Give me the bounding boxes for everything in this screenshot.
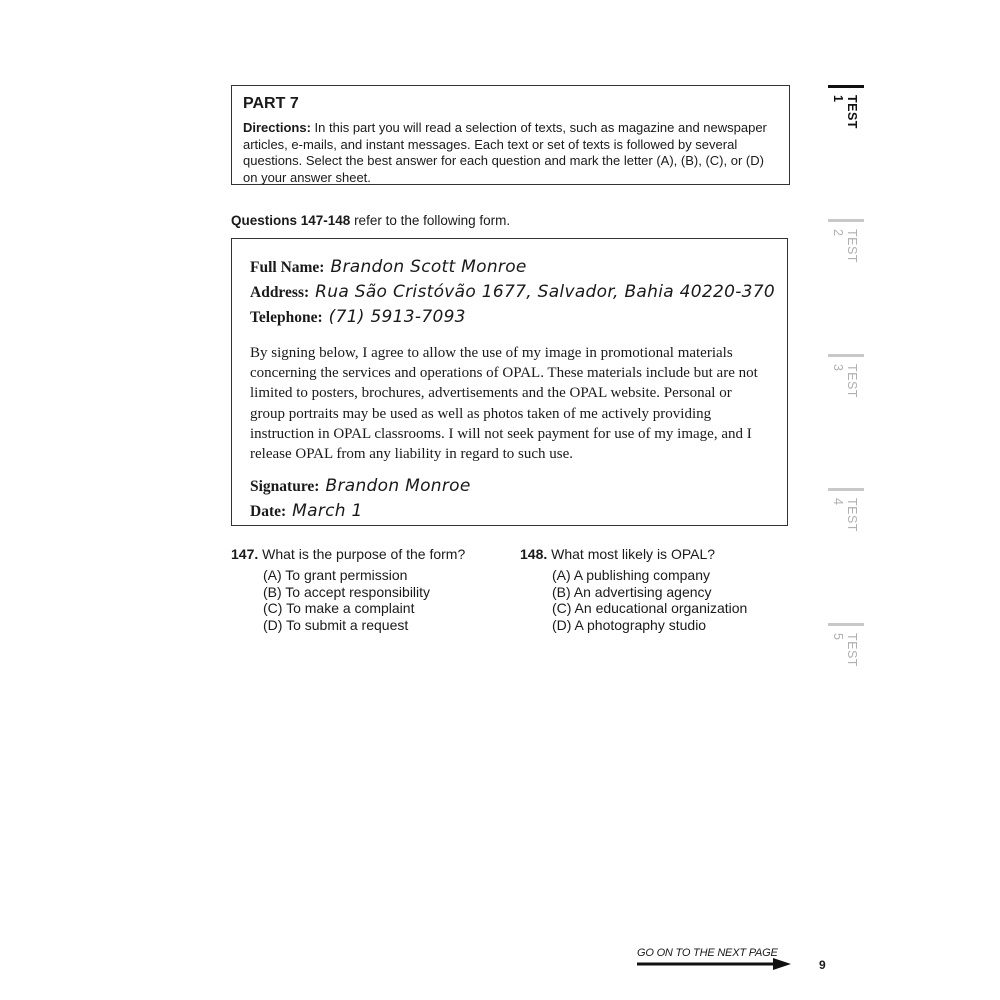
- question-text: What is the purpose of the form?: [262, 546, 466, 562]
- questions-range: Questions 147-148: [231, 213, 351, 228]
- tab-label: TEST 3: [831, 364, 859, 398]
- answer-option-a[interactable]: (A) A publishing company: [552, 567, 710, 583]
- directions-body: In this part you will read a selection of texts, such as magazine and newspaper articles, e-mails, and instant messages. Each text or set of texts is followed by several questions. Select the best answer for each question and mark the letter (A), (B), (C), or (D) on your answer sheet.: [243, 120, 767, 185]
- telephone-value: (71) 5913-7093: [328, 307, 466, 327]
- answer-option-b[interactable]: (B) To accept responsibility: [263, 583, 431, 600]
- full-name-value: Brandon Scott Monroe: [330, 257, 527, 277]
- address-value: Rua São Cristóvão 1677, Salvador, Bahia 40220-370: [315, 282, 776, 302]
- date-value: March 1: [292, 501, 363, 522]
- tab-indicator: [828, 623, 864, 626]
- signature-label: Signature:: [250, 478, 320, 496]
- tab-indicator: [828, 85, 864, 88]
- questions-reference: [231, 213, 510, 228]
- answer-option-c[interactable]: (C) An educational organization: [552, 600, 748, 616]
- release-form: [231, 238, 788, 526]
- tab-label: TEST 5: [831, 633, 859, 667]
- part-title: PART 7: [243, 95, 299, 112]
- directions-box: [231, 85, 790, 185]
- date-row: [250, 499, 769, 524]
- date-label: Date:: [250, 503, 287, 521]
- tab-indicator: [828, 219, 864, 222]
- next-page-label[interactable]: GO ON TO THE NEXT PAGE: [637, 947, 778, 959]
- question-147: [231, 545, 465, 633]
- consent-text: By signing below, I agree to allow the use of my image in promotional materials concerning the services and operations of OPAL. These materials include but are not limited to posters, brochures, advertisements and the OPAL website. Personal or group portraits may be used as well as photos taken of me actively providing instruction in OPAL classrooms. I will not seek payment for use of my image, and I release OPAL from any liability in regard to such use.: [250, 345, 758, 463]
- signature-value: Brandon Monroe: [325, 476, 471, 497]
- question-number: 147.: [231, 546, 259, 562]
- address-label: Address:: [250, 284, 310, 301]
- directions-label: Directions:: [243, 120, 311, 135]
- answer-option-d[interactable]: (D) To submit a request: [263, 616, 409, 633]
- question-stem: [231, 545, 465, 563]
- question-stem: [520, 545, 747, 563]
- address-row: [250, 280, 776, 305]
- question-148: [520, 545, 747, 633]
- full-name-label: Full Name:: [250, 259, 325, 276]
- answer-option-c[interactable]: (C) To make a complaint: [263, 600, 415, 616]
- tab-indicator: [828, 488, 864, 491]
- answer-option-a[interactable]: (A) To grant permission: [263, 567, 408, 583]
- answer-option-d[interactable]: (D) A photography studio: [552, 616, 707, 633]
- question-text: What most likely is OPAL?: [551, 546, 716, 562]
- telephone-label: Telephone:: [250, 309, 323, 326]
- tab-label: TEST 4: [831, 498, 859, 532]
- tab-label: TEST 1: [831, 95, 859, 129]
- tab-label: TEST 2: [831, 229, 859, 263]
- full-name-row: [250, 255, 769, 280]
- page-number: 9: [819, 958, 826, 972]
- answer-option-b[interactable]: (B) An advertising agency: [552, 583, 712, 600]
- telephone-row: [250, 305, 769, 330]
- question-number: 148.: [520, 546, 548, 562]
- arrow-right-icon: [637, 958, 791, 970]
- signature-row: [250, 474, 769, 499]
- tab-indicator: [828, 354, 864, 357]
- questions-ref-text: refer to the following form.: [350, 213, 511, 228]
- directions-text: [243, 120, 779, 186]
